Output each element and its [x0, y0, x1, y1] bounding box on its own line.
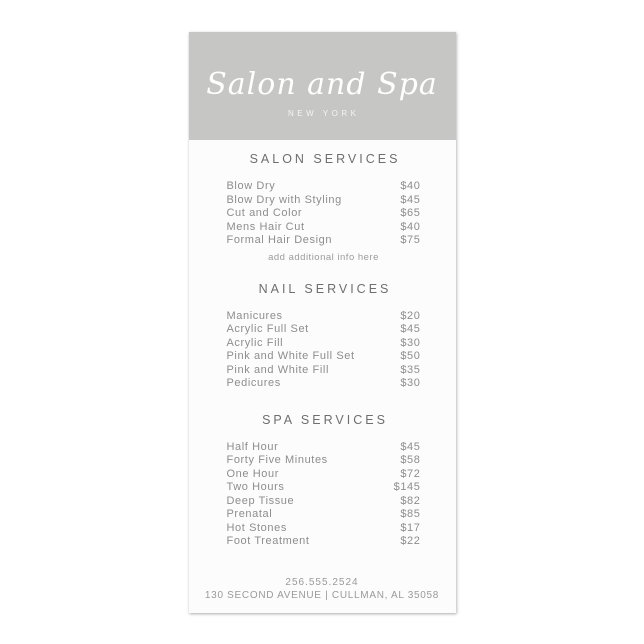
price-row [227, 194, 421, 208]
service-name: Prenatal [226, 508, 273, 520]
price-row [227, 180, 421, 194]
phone-number: 256.555.2524 [285, 577, 359, 588]
price-row [227, 323, 421, 337]
service-price: $85 [400, 508, 421, 520]
service-name: Forty Five Minutes [226, 454, 328, 466]
services-sections [189, 140, 456, 549]
service-name: Manicures [226, 309, 283, 322]
price-row [227, 508, 421, 522]
service-name: Formal Hair Design [226, 234, 333, 246]
price-list [227, 180, 421, 248]
price-row [227, 350, 421, 364]
service-price: $35 [400, 363, 421, 376]
service-price: $145 [393, 481, 421, 493]
price-row [227, 535, 421, 549]
price-row [227, 468, 421, 482]
address: 130 SECOND AVENUE | CULLMAN, AL 35058 [204, 590, 440, 601]
service-price: $20 [400, 309, 421, 322]
price-row [227, 310, 421, 324]
service-name: Blow Dry with Styling [226, 193, 342, 206]
service-price: $65 [400, 207, 421, 219]
section-note: add additional info here [268, 251, 379, 263]
service-name: Pink and White Full Set [226, 350, 355, 362]
service-price: $45 [400, 323, 421, 335]
price-row [227, 364, 421, 378]
price-row [227, 377, 421, 391]
price-row [227, 454, 421, 468]
price-row [227, 207, 421, 221]
service-price: $75 [400, 234, 421, 246]
service-name: Foot Treatment [226, 535, 310, 547]
service-name: Hot Stones [226, 521, 287, 534]
section-heading: SPA SERVICES [262, 412, 388, 427]
price-row [227, 221, 421, 235]
rack-card [189, 32, 456, 613]
service-section [227, 152, 421, 264]
service-price: $58 [400, 454, 421, 466]
service-price: $17 [400, 521, 421, 534]
service-price: $40 [400, 180, 421, 192]
service-name: Pedicures [226, 377, 281, 389]
price-row [227, 481, 421, 495]
price-row [227, 234, 421, 248]
card-header [189, 32, 456, 140]
service-section [227, 282, 421, 391]
service-name: Cut and Color [226, 207, 303, 219]
service-price: $30 [400, 377, 421, 389]
business-location: NEW YORK [288, 108, 360, 118]
price-list [227, 441, 421, 549]
service-name: Mens Hair Cut [226, 220, 305, 233]
service-price: $72 [400, 467, 421, 480]
card-footer [189, 576, 456, 613]
service-price: $50 [400, 350, 421, 362]
service-price: $30 [400, 336, 421, 349]
service-name: Blow Dry [226, 180, 276, 192]
service-price: $45 [400, 440, 421, 453]
service-name: One Hour [226, 467, 279, 480]
section-heading: NAIL SERVICES [258, 281, 392, 296]
price-row [227, 522, 421, 536]
service-price: $82 [400, 494, 421, 507]
service-name: Acrylic Fill [226, 336, 284, 349]
price-list [227, 310, 421, 391]
service-name: Pink and White Fill [226, 363, 329, 376]
section-heading: SALON SERVICES [249, 152, 401, 166]
price-row [227, 495, 421, 509]
service-price: $22 [400, 535, 421, 547]
price-row [227, 337, 421, 351]
service-name: Acrylic Full Set [226, 323, 309, 335]
service-price: $40 [400, 220, 421, 233]
service-name: Deep Tissue [226, 494, 295, 507]
business-name: Salon and Spa [206, 66, 438, 102]
service-price: $45 [400, 193, 421, 206]
price-row [227, 441, 421, 455]
service-name: Half Hour [226, 440, 279, 453]
service-section [227, 413, 421, 549]
service-name: Two Hours [226, 481, 285, 493]
